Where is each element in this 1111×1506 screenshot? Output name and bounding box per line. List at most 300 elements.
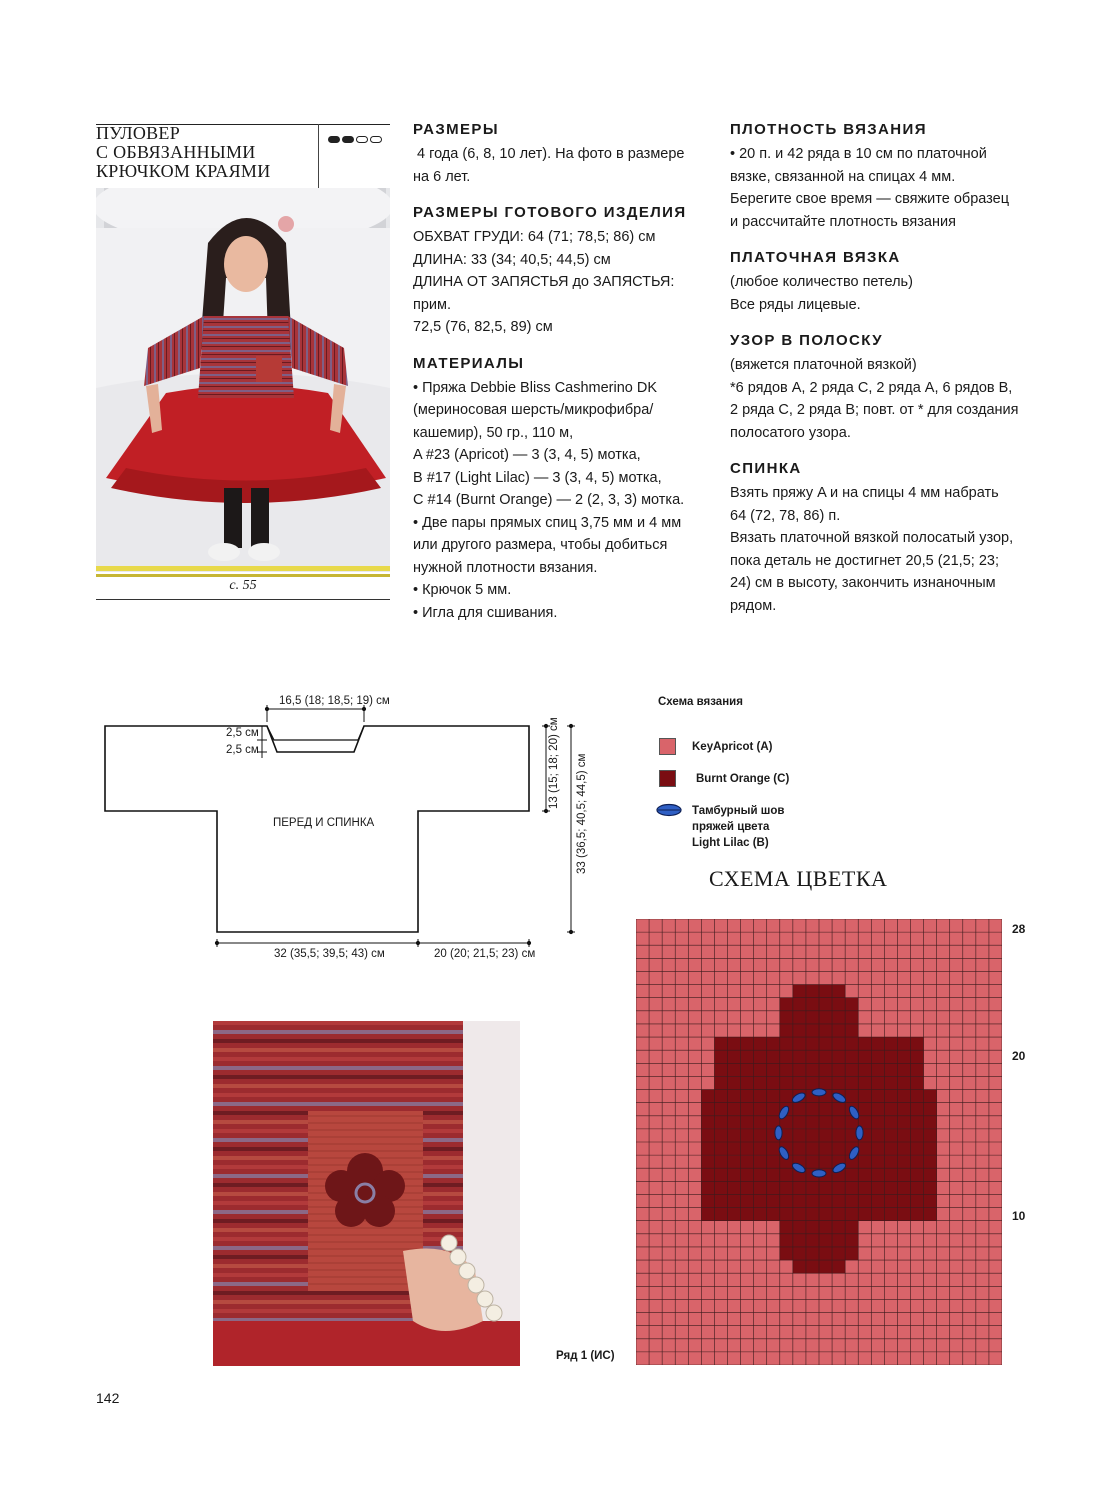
motif-cell <box>871 1168 884 1181</box>
motif-cell <box>819 1234 832 1247</box>
legend-title: Схема вязания <box>658 696 743 708</box>
page-number: 142 <box>96 1390 120 1406</box>
motif-cell <box>884 1129 897 1142</box>
motif-cell <box>741 1181 754 1194</box>
motif-cell <box>845 1181 858 1194</box>
motif-cell <box>832 1142 845 1155</box>
garment-outline <box>105 726 529 932</box>
difficulty-indicator <box>328 136 382 143</box>
materials-line: или другого размера, чтобы добиться <box>413 537 668 553</box>
girl-in-sweater-illustration <box>96 188 390 572</box>
motif-cell <box>897 1194 910 1207</box>
project-title <box>96 124 316 181</box>
motif-cell <box>897 1181 910 1194</box>
motif-cell <box>754 1129 767 1142</box>
motif-cell <box>728 1090 741 1103</box>
motif-cell <box>714 1037 727 1050</box>
motif-cell <box>767 1090 780 1103</box>
materials-line: • Игла для сшивания. <box>413 604 558 621</box>
materials-line: кашемир), 50 гр., 110 м, <box>413 424 574 441</box>
piece-label: ПЕРЕД И СПИНКА <box>273 817 375 829</box>
motif-cell <box>767 1155 780 1168</box>
motif-cell <box>767 1050 780 1063</box>
title-line-2: С ОБВЯЗАННЫМИ <box>96 142 256 162</box>
motif-cell <box>714 1208 727 1221</box>
motif-cell <box>793 1247 806 1260</box>
motif-cell <box>858 1103 871 1116</box>
motif-cell <box>819 1142 832 1155</box>
gauge-line: • 20 п. и 42 ряда в 10 см по платочной <box>730 146 987 162</box>
motif-cell <box>845 1063 858 1076</box>
motif-cell <box>701 1103 714 1116</box>
sizes-line: на 6 лет. <box>413 168 471 185</box>
motif-cell <box>884 1103 897 1116</box>
motif-cell <box>793 1024 806 1037</box>
motif-cell <box>741 1129 754 1142</box>
motif-cell <box>728 1142 741 1155</box>
finished-line: 72,5 (76, 82,5, 89) см <box>413 319 553 335</box>
motif-cell <box>819 1116 832 1129</box>
motif-cell <box>806 1155 819 1168</box>
motif-cell <box>871 1050 884 1063</box>
back-line: 24) см в высоту, закончить изнаночным <box>730 575 996 591</box>
motif-cell <box>767 1076 780 1089</box>
motif-cell <box>832 1208 845 1221</box>
motif-cell <box>741 1194 754 1207</box>
motif-cell <box>806 1063 819 1076</box>
motif-cell <box>793 1011 806 1024</box>
motif-cell <box>845 1011 858 1024</box>
motif-cell <box>793 985 806 998</box>
section-sizes <box>413 120 713 188</box>
pearl-bracelet-bead <box>486 1305 502 1321</box>
motif-cell <box>858 1155 871 1168</box>
motif-cell <box>806 1234 819 1247</box>
motif-cell <box>793 1208 806 1221</box>
motif-cell <box>897 1076 910 1089</box>
materials-line: (мериносовая шерсть/микрофибра/ <box>413 402 654 418</box>
motif-cell <box>806 1050 819 1063</box>
motif-cell <box>819 1076 832 1089</box>
materials-line: • Две пары прямых спиц 3,75 мм и 4 мм <box>413 514 682 531</box>
motif-cell <box>754 1208 767 1221</box>
card-accent-stripe <box>96 566 390 571</box>
motif-cell <box>832 1024 845 1037</box>
chain-stitch-icon <box>655 802 683 818</box>
motif-cell <box>793 1103 806 1116</box>
stripes-line: *6 рядов A, 2 ряда C, 2 ряда A, 6 рядов B, <box>730 379 1013 396</box>
motif-cell <box>728 1050 741 1063</box>
motif-cell <box>701 1181 714 1194</box>
motif-cell <box>832 985 845 998</box>
motif-cell <box>728 1037 741 1050</box>
motif-cell <box>819 1260 832 1273</box>
motif-cell <box>897 1142 910 1155</box>
motif-cell <box>832 1221 845 1234</box>
section-heading: ПЛОТНОСТЬ ВЯЗАНИЯ <box>730 121 927 138</box>
motif-cell <box>806 1260 819 1273</box>
motif-cell <box>884 1076 897 1089</box>
motif-cell <box>754 1168 767 1181</box>
motif-cell <box>819 1037 832 1050</box>
title-line-1: ПУЛОВЕР <box>96 123 181 143</box>
motif-cell <box>911 1116 924 1129</box>
motif-cell <box>858 1142 871 1155</box>
motif-cell <box>728 1208 741 1221</box>
motif-cell <box>793 1181 806 1194</box>
motif-cell <box>819 1103 832 1116</box>
motif-cell <box>728 1129 741 1142</box>
legend-apricot-label: KeyApricot (A) <box>692 741 773 753</box>
model-photo <box>96 188 390 572</box>
motif-cell <box>884 1181 897 1194</box>
card-accent-stripe-thin <box>96 574 390 577</box>
motif-cell <box>819 1208 832 1221</box>
motif-cell <box>871 1090 884 1103</box>
motif-cell <box>714 1090 727 1103</box>
motif-cell <box>924 1181 937 1194</box>
project-card <box>96 124 390 600</box>
motif-cell <box>780 1181 793 1194</box>
motif-cell <box>845 1208 858 1221</box>
difficulty-pip-icon <box>328 136 340 143</box>
motif-cell <box>806 1208 819 1221</box>
motif-cell <box>806 1142 819 1155</box>
motif-cell <box>780 1247 793 1260</box>
motif-cell <box>911 1037 924 1050</box>
legend-chain-line: Light Lilac (B) <box>692 837 769 849</box>
apricot-swatch <box>659 738 676 755</box>
section-heading: МАТЕРИАЛЫ <box>413 354 525 372</box>
motif-cell <box>806 1247 819 1260</box>
pearl-bracelet-bead <box>477 1291 493 1307</box>
card-divider <box>318 124 319 188</box>
neck-inner-line <box>267 726 364 740</box>
materials-line: • Крючок 5 мм. <box>413 582 512 598</box>
back-line: рядом. <box>730 597 777 614</box>
motif-cell <box>819 985 832 998</box>
pearl-bracelet-bead <box>468 1277 484 1293</box>
gauge-line: и рассчитайте плотность вязания <box>730 213 956 230</box>
motif-cell <box>728 1181 741 1194</box>
motif-cell <box>741 1037 754 1050</box>
motif-cell <box>793 1037 806 1050</box>
stripes-line: (вяжется платочной вязкой) <box>730 357 917 373</box>
chain-stitch-icon <box>856 1126 863 1140</box>
motif-cell <box>924 1129 937 1142</box>
motif-cell <box>819 1129 832 1142</box>
motif-cell <box>780 1024 793 1037</box>
motif-cell <box>845 1076 858 1089</box>
motif-cell <box>767 1168 780 1181</box>
motif-cell <box>714 1063 727 1076</box>
motif-cell <box>924 1116 937 1129</box>
difficulty-pip-icon <box>356 136 368 143</box>
motif-cell <box>884 1063 897 1076</box>
motif-cell <box>884 1208 897 1221</box>
motif-cell <box>793 1063 806 1076</box>
motif-cell <box>911 1168 924 1181</box>
materials-line: нужной плотности вязания. <box>413 559 598 576</box>
pearl-bracelet-bead <box>450 1249 466 1265</box>
motif-cell <box>832 1037 845 1050</box>
motif-cell <box>884 1090 897 1103</box>
motif-cell <box>793 1116 806 1129</box>
materials-line: A #23 (Apricot) — 3 (3, 4, 5) мотка, <box>413 447 641 463</box>
stripes-line: полосатого узора. <box>730 424 851 441</box>
legend-burnt-orange-label: Burnt Orange (C) <box>696 773 790 785</box>
motif-cell <box>806 998 819 1011</box>
motif-cell <box>871 1194 884 1207</box>
motif-cell <box>924 1155 937 1168</box>
motif-cell <box>871 1142 884 1155</box>
motif-cell <box>871 1116 884 1129</box>
motif-cell <box>858 1194 871 1207</box>
row-number-top: 28 <box>1012 922 1026 936</box>
motif-cell <box>832 1129 845 1142</box>
back-line: пока деталь не достигнет 20,5 (21,5; 23; <box>730 552 999 569</box>
motif-cell <box>819 1194 832 1207</box>
chain-stitch-icon <box>812 1089 826 1096</box>
motif-cell <box>911 1063 924 1076</box>
motif-cell <box>871 1103 884 1116</box>
motif-cell <box>858 1037 871 1050</box>
motif-cell <box>714 1194 727 1207</box>
motif-cell <box>728 1076 741 1089</box>
row-number-bottom: 10 <box>1012 1209 1026 1223</box>
right-column <box>730 120 1030 632</box>
motif-cell <box>858 1050 871 1063</box>
motif-cell <box>754 1116 767 1129</box>
row-1-label: Ряд 1 (ИС) <box>556 1350 615 1362</box>
motif-cell <box>741 1142 754 1155</box>
motif-cell <box>911 1129 924 1142</box>
motif-cell <box>819 1247 832 1260</box>
motif-cell <box>767 1142 780 1155</box>
motif-cell <box>701 1208 714 1221</box>
motif-cell <box>806 1103 819 1116</box>
motif-cell <box>897 1037 910 1050</box>
motif-cell <box>858 1181 871 1194</box>
motif-cell <box>832 1260 845 1273</box>
motif-cell <box>897 1090 910 1103</box>
motif-cell <box>924 1090 937 1103</box>
motif-cell <box>884 1037 897 1050</box>
motif-cell <box>754 1076 767 1089</box>
motif-cell <box>741 1090 754 1103</box>
motif-cell <box>741 1076 754 1089</box>
neck-depth-label-2: 2,5 см <box>226 744 259 756</box>
motif-cell <box>897 1208 910 1221</box>
motif-cell <box>793 1142 806 1155</box>
pocket-closeup-illustration <box>213 1021 520 1366</box>
motif-cell <box>806 1011 819 1024</box>
motif-cell <box>819 998 832 1011</box>
motif-cell <box>845 1168 858 1181</box>
legend-chain-line: пряжей цвета <box>692 821 770 833</box>
motif-cell <box>845 1090 858 1103</box>
motif-cell <box>911 1076 924 1089</box>
motif-cell <box>897 1168 910 1181</box>
motif-cell <box>897 1103 910 1116</box>
motif-cell <box>714 1155 727 1168</box>
motif-cell <box>754 1037 767 1050</box>
motif-cell <box>911 1050 924 1063</box>
motif-cell <box>858 1208 871 1221</box>
motif-cell <box>714 1103 727 1116</box>
back-line: Вязать платочной вязкой полосатый узор, <box>730 530 1014 546</box>
motif-cell <box>924 1142 937 1155</box>
motif-cell <box>780 1168 793 1181</box>
section-heading: СПИНКА <box>730 460 802 477</box>
motif-cell <box>911 1090 924 1103</box>
motif-cell <box>754 1050 767 1063</box>
motif-cell <box>714 1142 727 1155</box>
motif-cell <box>793 998 806 1011</box>
motif-cell <box>714 1168 727 1181</box>
motif-cell <box>728 1116 741 1129</box>
motif-cell <box>845 1234 858 1247</box>
motif-cell <box>911 1142 924 1155</box>
motif-cell <box>806 1037 819 1050</box>
motif-cell <box>845 1037 858 1050</box>
sleeve-width-label: 20 (20; 21,5; 23) см <box>434 948 536 960</box>
motif-cell <box>806 1116 819 1129</box>
motif-cell <box>780 1234 793 1247</box>
motif-cell <box>701 1168 714 1181</box>
motif-cell <box>741 1116 754 1129</box>
card-bottom-rule <box>96 599 390 600</box>
finished-line: ДЛИНА ОТ ЗАПЯСТЬЯ до ЗАПЯСТЬЯ: прим. <box>413 274 675 313</box>
motif-cell <box>741 1103 754 1116</box>
motif-cell <box>767 1181 780 1194</box>
body-width-label: 32 (35,5; 39,5; 43) см <box>274 948 385 960</box>
motif-cell <box>780 1063 793 1076</box>
motif-cell <box>871 1037 884 1050</box>
flower-chart-title: СХЕМА ЦВЕТКА <box>709 866 888 891</box>
motif-cell <box>897 1116 910 1129</box>
motif-cell <box>858 1063 871 1076</box>
motif-cell <box>806 1194 819 1207</box>
sleeve-height-label: 13 (15; 18; 20) см <box>548 717 560 809</box>
motif-cell <box>845 1247 858 1260</box>
motif-cell <box>858 1076 871 1089</box>
motif-cell <box>793 1234 806 1247</box>
back-line: Взять пряжу A и на спицы 4 мм набрать <box>730 485 999 501</box>
section-finished-size <box>413 203 713 339</box>
motif-cell <box>728 1103 741 1116</box>
motif-cell <box>701 1142 714 1155</box>
motif-cell <box>897 1129 910 1142</box>
motif-cell <box>780 1050 793 1063</box>
legend-chain-line: Тамбурный шов <box>692 805 785 817</box>
motif-cell <box>884 1155 897 1168</box>
motif-cell <box>897 1063 910 1076</box>
neck-width-label: 16,5 (18; 18,5; 19) см <box>279 695 390 707</box>
motif-cell <box>819 1011 832 1024</box>
motif-cell <box>780 1011 793 1024</box>
garter-line: Все ряды лицевые. <box>730 296 861 313</box>
motif-cell <box>871 1129 884 1142</box>
motif-cell <box>741 1155 754 1168</box>
motif-cell <box>897 1050 910 1063</box>
page-reference: с. 55 <box>229 578 257 593</box>
motif-cell <box>767 1194 780 1207</box>
motif-cell <box>806 985 819 998</box>
motif-cell <box>832 1103 845 1116</box>
section-garter <box>730 248 1030 316</box>
motif-cell <box>754 1194 767 1207</box>
motif-cell <box>884 1116 897 1129</box>
motif-cell <box>714 1129 727 1142</box>
closeup-photo <box>213 1021 520 1366</box>
motif-cell <box>701 1090 714 1103</box>
motif-cell <box>911 1208 924 1221</box>
motif-cell <box>780 1037 793 1050</box>
section-gauge <box>730 120 1030 233</box>
motif-cell <box>884 1194 897 1207</box>
motif-cell <box>714 1076 727 1089</box>
motif-cell <box>780 1194 793 1207</box>
motif-cell <box>767 1208 780 1221</box>
legend-chain-label <box>692 803 784 851</box>
motif-cell <box>819 1221 832 1234</box>
motif-cell <box>793 1260 806 1273</box>
middle-column <box>413 120 713 639</box>
motif-cell <box>714 1181 727 1194</box>
motif-cell <box>806 1076 819 1089</box>
motif-cell <box>701 1194 714 1207</box>
motif-cell <box>793 1076 806 1089</box>
motif-cell <box>819 1181 832 1194</box>
motif-cell <box>767 1037 780 1050</box>
motif-cell <box>845 998 858 1011</box>
motif-cell <box>728 1168 741 1181</box>
motif-cell <box>832 1050 845 1063</box>
motif-cell <box>832 1116 845 1129</box>
motif-cell <box>806 1221 819 1234</box>
motif-cell <box>819 1063 832 1076</box>
motif-cell <box>780 1090 793 1103</box>
total-height-label: 33 (36,5; 40,5; 44,5) см <box>576 753 588 874</box>
finished-line: ОБХВАТ ГРУДИ: 64 (71; 78,5; 86) см <box>413 229 656 245</box>
motif-cell <box>754 1181 767 1194</box>
motif-cell <box>832 1194 845 1207</box>
motif-cell <box>793 1129 806 1142</box>
section-heading: УЗОР В ПОЛОСКУ <box>730 332 883 349</box>
motif-cell <box>780 1076 793 1089</box>
motif-cell <box>819 1050 832 1063</box>
motif-cell <box>754 1063 767 1076</box>
motif-cell <box>832 1234 845 1247</box>
motif-cell <box>793 1221 806 1234</box>
motif-cell <box>858 1168 871 1181</box>
sizes-line: 4 года (6, 8, 10 лет). На фото в размере <box>417 146 685 162</box>
difficulty-pip-icon <box>342 136 354 143</box>
section-heading: ПЛАТОЧНАЯ ВЯЗКА <box>730 249 901 266</box>
motif-cell <box>845 1194 858 1207</box>
difficulty-pip-icon <box>370 136 382 143</box>
motif-cell <box>741 1208 754 1221</box>
motif-cell <box>728 1194 741 1207</box>
title-line-3: КРЮЧКОМ КРАЯМИ <box>96 161 271 181</box>
motif-cell <box>767 1103 780 1116</box>
motif-cell <box>858 1090 871 1103</box>
motif-cell <box>780 998 793 1011</box>
pearl-bracelet-bead <box>441 1235 457 1251</box>
motif-cell <box>911 1103 924 1116</box>
motif-cell <box>701 1155 714 1168</box>
